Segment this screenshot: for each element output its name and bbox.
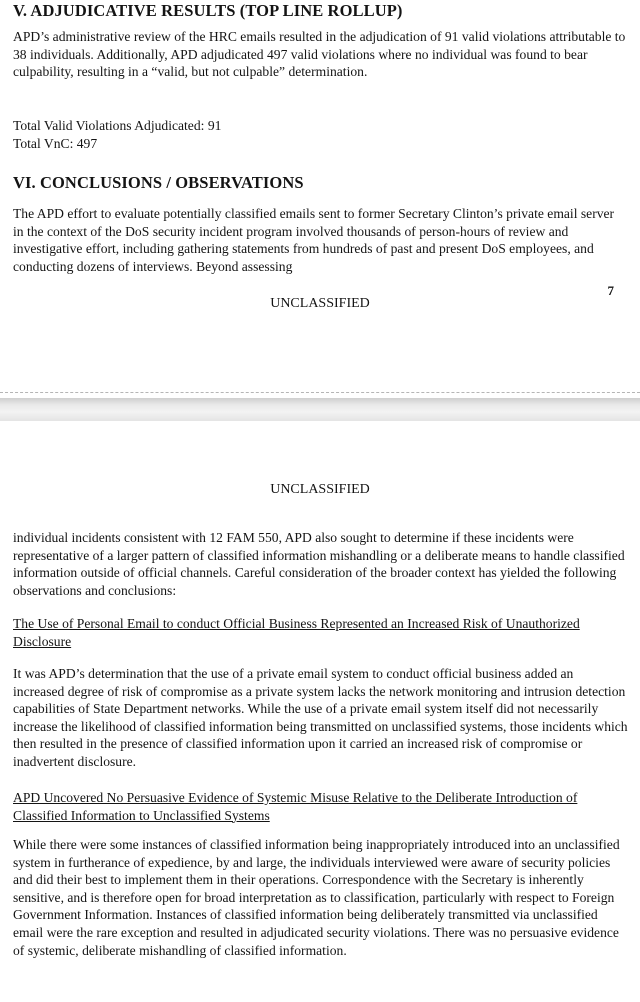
finding-1-title: The Use of Personal Email to conduct Official Business Represented an Increased Risk of Unauthorized Disclosure [13,616,580,649]
page-gap [0,398,640,421]
page-number: 7 [607,283,614,298]
finding-2-paragraph: While there were some instances of classified information being inappropriately introduced into an unclassified system in furtherance of expedience, by and large, the individuals interviewed were aware of security policies and did their best to implement them in their operations. Correspondence with the Secretary is inherently sensitive, and is therefore open for broad interpretation as to classification, particularly with respect to Foreign Government Information. Instances of classified information being deliberately transmitted via unclassified email were the rare exception and resulted in adjudicated security violations. There was no persuasive evidence of systemic, deliberate mishandling of classified information. [13,837,620,958]
page-edge-rule [0,392,640,393]
continuation-paragraph: individual incidents consistent with 12 FAM 550, APD also sought to determine if these incidents were representative of a larger pattern of classified information mishandling or a deliberate means to handle classified information outside of official channels. Careful consideration of the broader context has yielded the following observations and conclusions: [13,530,625,598]
total-vnc: Total VnC: 497 [13,136,98,151]
finding-2-title: APD Uncovered No Persuasive Evidence of Systemic Misuse Relative to the Deliberate Introduction of Classified Information to Unclassified Systems [13,790,578,823]
footer-classification-marking: UNCLASSIFIED [270,296,370,311]
section-6-heading: VI. CONCLUSIONS / OBSERVATIONS [13,173,304,192]
section-5-paragraph: APD’s administrative review of the HRC emails resulted in the adjudication of 91 valid violations attributable to 38 individuals. Additionally, APD adjudicated 497 valid violations where no individual was found to bear culpability, resulting in a “valid, but not culpable” determination. [13,29,626,80]
document-page-8 [0,421,640,1002]
total-valid-violations: Total Valid Violations Adjudicated: 91 [13,118,222,133]
section-6-paragraph: The APD effort to evaluate potentially classified emails sent to former Secretary Clinton’s private email server in the context of the DoS security incident program involved thousands of person-hours of review and investigative effort, including gathering statements from hundreds of past and present DoS employees, and conducting dozens of interviews. Beyond assessing [13,206,615,274]
section-5-heading: V. ADJUDICATIVE RESULTS (TOP LINE ROLLUP) [13,1,403,20]
finding-1-paragraph: It was APD’s determination that the use of a private email system to conduct official business added an increased degree of risk of compromise as a private system lacks the network monitoring and intrusion detection capabilities of State Department networks. While the use of a private email system itself did not necessarily increase the likelihood of classified information being transmitted on unclassified systems, those incidents which then resulted in the presence of classified information upon it carried an increased risk of compromise or inadvertent disclosure. [13,666,628,769]
header-classification-marking: UNCLASSIFIED [270,482,370,497]
document-page-7 [0,0,640,398]
